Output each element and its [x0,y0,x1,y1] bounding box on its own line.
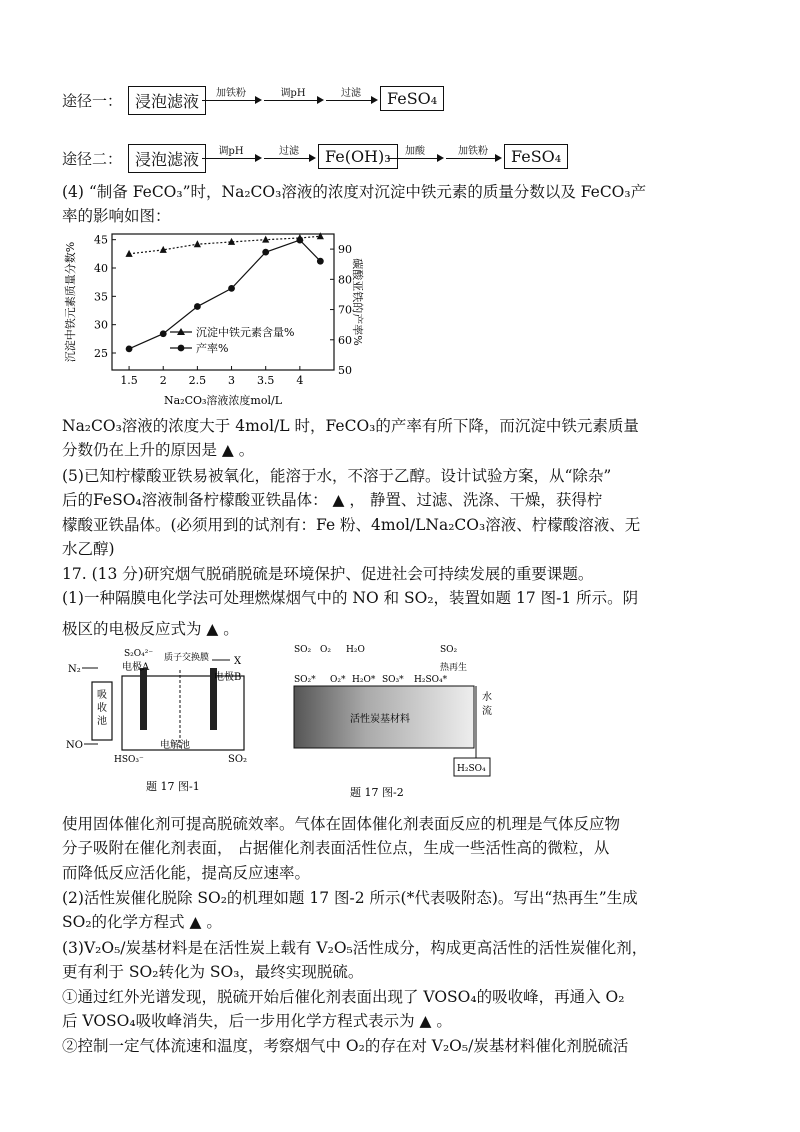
yield-point [194,303,201,310]
yield-point [160,330,167,337]
product-label: H₂SO₄ [457,764,486,774]
legend-label-iron: 沉淀中铁元素含量% [196,326,295,339]
route-two-mid-box: Fe(OH)₃ [318,144,398,169]
y-right-tick-label: 90 [338,243,352,257]
fig2-top-label: O₂ [320,645,331,655]
y-right-tick-label: 50 [338,364,352,377]
route-two-arrow-4: 加铁粉 [446,158,500,160]
chart-question-text: Na₂CO₃溶液的浓度大于 4mol/L 时，FeCO₃的产率有所下降，而沉淀中铁元素质量 分数仍在上升的原因是 ▲ 。 [62,417,639,460]
question-4-text: (4) “制备 FeCO₃”时，Na₂CO₃溶液的浓度对沉淀中铁元素的质量分数以及 FeCO₃产 率的影响如图： [62,183,647,226]
yield-point [228,285,235,292]
fig2-surface-label: SO₃* [382,675,404,685]
fig2-surface-label: SO₂* [294,675,316,685]
route-one-start-box: 浸泡滤液 [128,86,206,115]
fig2-surface-label: O₂* [330,675,346,685]
chart-xlabel: Na₂CO₃溶液浓度mol/L [163,394,283,407]
y-left-tick-label: 35 [94,290,108,304]
y-right-tick-label: 60 [338,333,352,347]
y-left-tick-label: 45 [94,233,108,247]
y-left-tick-label: 40 [94,262,108,275]
material-label: 活性炭基材料 [350,714,410,725]
x-tick-label: 1.5 [120,374,138,387]
question-17-2-text: (2)活性炭催化脱除 SO₂的机理如题 17 图-2 所示(*代表吸附态)。写出“热再生”生成 SO₂的化学方程式 ▲ 。 [62,889,638,932]
y-right-tick-label: 80 [338,273,352,287]
route-two-arrow-1: 调pH [202,158,260,160]
hso3-label: HSO₃⁻ [114,755,144,765]
fig2-surface-label: H₂O* [352,675,376,685]
electrode-a [140,668,147,730]
iron-content-point [125,250,132,257]
x-label: X [234,656,242,667]
no-label: NO [66,740,83,751]
electrode-a-label: 电极A [122,662,150,673]
x-tick-label: 3.5 [256,374,275,387]
y-right-tick-label: 70 [338,303,352,317]
yield-point [126,345,133,352]
route-two [62,142,582,176]
question-5-text: (5)已知柠檬酸亚铁易被氧化，能溶于水，不溶于乙醇。设计试验方案，从“除杂” 后的FeSO₄溶液制备柠檬酸亚铁晶体： ▲ ， 静置、过滤、洗涤、干燥，获得柠 檬酸亚铁晶体。(必须用到的试剂有：Fe 粉、4mol/LNa₂CO₃溶液、柠檬酸溶液、无 水乙醇) [62,467,641,559]
iron-content-line [129,236,320,254]
iron-content-point [317,232,324,239]
question-17-3-text: (3)V₂O₅/炭基材料是在活性炭上载有 V₂O₅活性成分，构成更高活性的活性炭催化剂， 更有利于 SO₂转化为 SO₃，最终实现脱硫。 ①通过红外光谱发现，脱硫开始后催化剂表面出现了 VOSO₄的吸收峰，再通入 O₂ 后 VOSO₄吸收峰消失，后一步用化学方程式表示为 ▲ 。 ②控制一定气体流速和温度，考察烟气中 O₂的存在对 V₂O₅/炭基材料催化剂脱硫活 [62,939,648,1055]
fig2-top-label: 热再生 [440,663,468,673]
yield-point [262,249,269,256]
route-one-label: 途径一： [62,92,123,110]
y-left-tick-label: 30 [94,318,108,332]
x-tick-label: 2 [159,374,167,387]
route-one-end-box: FeSO₄ [380,86,444,111]
fig2-top-label: H₂O [346,645,365,655]
legend-label-yield: 产率% [196,342,229,355]
membrane-label: 质子交换膜 [164,653,210,663]
figure-17-1 [62,646,262,796]
route-two-arrow-3: 加酸 [388,158,442,160]
yield-point [296,237,303,244]
yield-point [317,258,324,265]
fig2-surface-label: H₂SO₄* [414,675,448,685]
y-left-tick-label: 25 [94,347,108,360]
route-one [62,84,462,118]
fig2-top-label: SO₂ [294,645,312,655]
chart-ylabel-left: 沉淀中铁元素质量分数% [64,241,77,363]
route-two-arrow-2: 过滤 [264,158,314,160]
catalyst-mechanism-text: 使用固体催化剂可提高脱硫效率。气体在固体催化剂表面反应的机理是气体反应物 分子吸附在催化剂表面， 占据催化剂表面活性位点，生成一些活性高的微粒，从 而降低反应活化能，提高反应速率。 [62,815,621,882]
x-tick-label: 3 [228,374,236,387]
so2-label: SO₂ [228,754,248,765]
route-two-end-box: FeSO₄ [504,144,568,169]
s2o4-label: S₂O₄²⁻ [124,649,154,659]
absorber-label: 吸收池 [97,690,107,727]
route-two-label: 途径二： [62,150,123,168]
iron-content-point [194,240,201,247]
x-tick-label: 4 [296,374,304,387]
concentration-chart [62,226,362,410]
route-one-arrow-2: 调pH [264,100,322,102]
question-17-text: 17. (13 分)研究烟气脱硝脱硫是环境保护、促进社会可持续发展的重要课题。 (1)一种隔膜电化学法可处理燃煤烟气中的 NO 和 SO₂，装置如题 17 图-1 所示。阴 极区的电极反应式为 ▲ 。 [62,565,639,638]
figure-17-2-caption: 题 17 图-2 [350,786,404,799]
n2-label: N₂ [68,664,81,675]
route-two-start-box: 浸泡滤液 [128,144,206,173]
water-flow-label: 水流 [482,692,492,717]
chart-legend [170,325,294,355]
electrode-b-label: 电极B [214,672,242,683]
route-one-arrow-3: 过滤 [326,100,376,102]
figure-17-1-caption: 题 17 图-1 [146,780,200,793]
chart-ylabel-right: 碳酸亚铁的产率% [351,258,364,346]
figure-17-2 [290,640,510,800]
cell-label: 电解池 [160,740,190,751]
route-one-arrow-1: 加铁粉 [202,100,260,102]
x-tick-label: 2.5 [188,374,207,387]
fig2-top-label: SO₂ [440,645,458,655]
